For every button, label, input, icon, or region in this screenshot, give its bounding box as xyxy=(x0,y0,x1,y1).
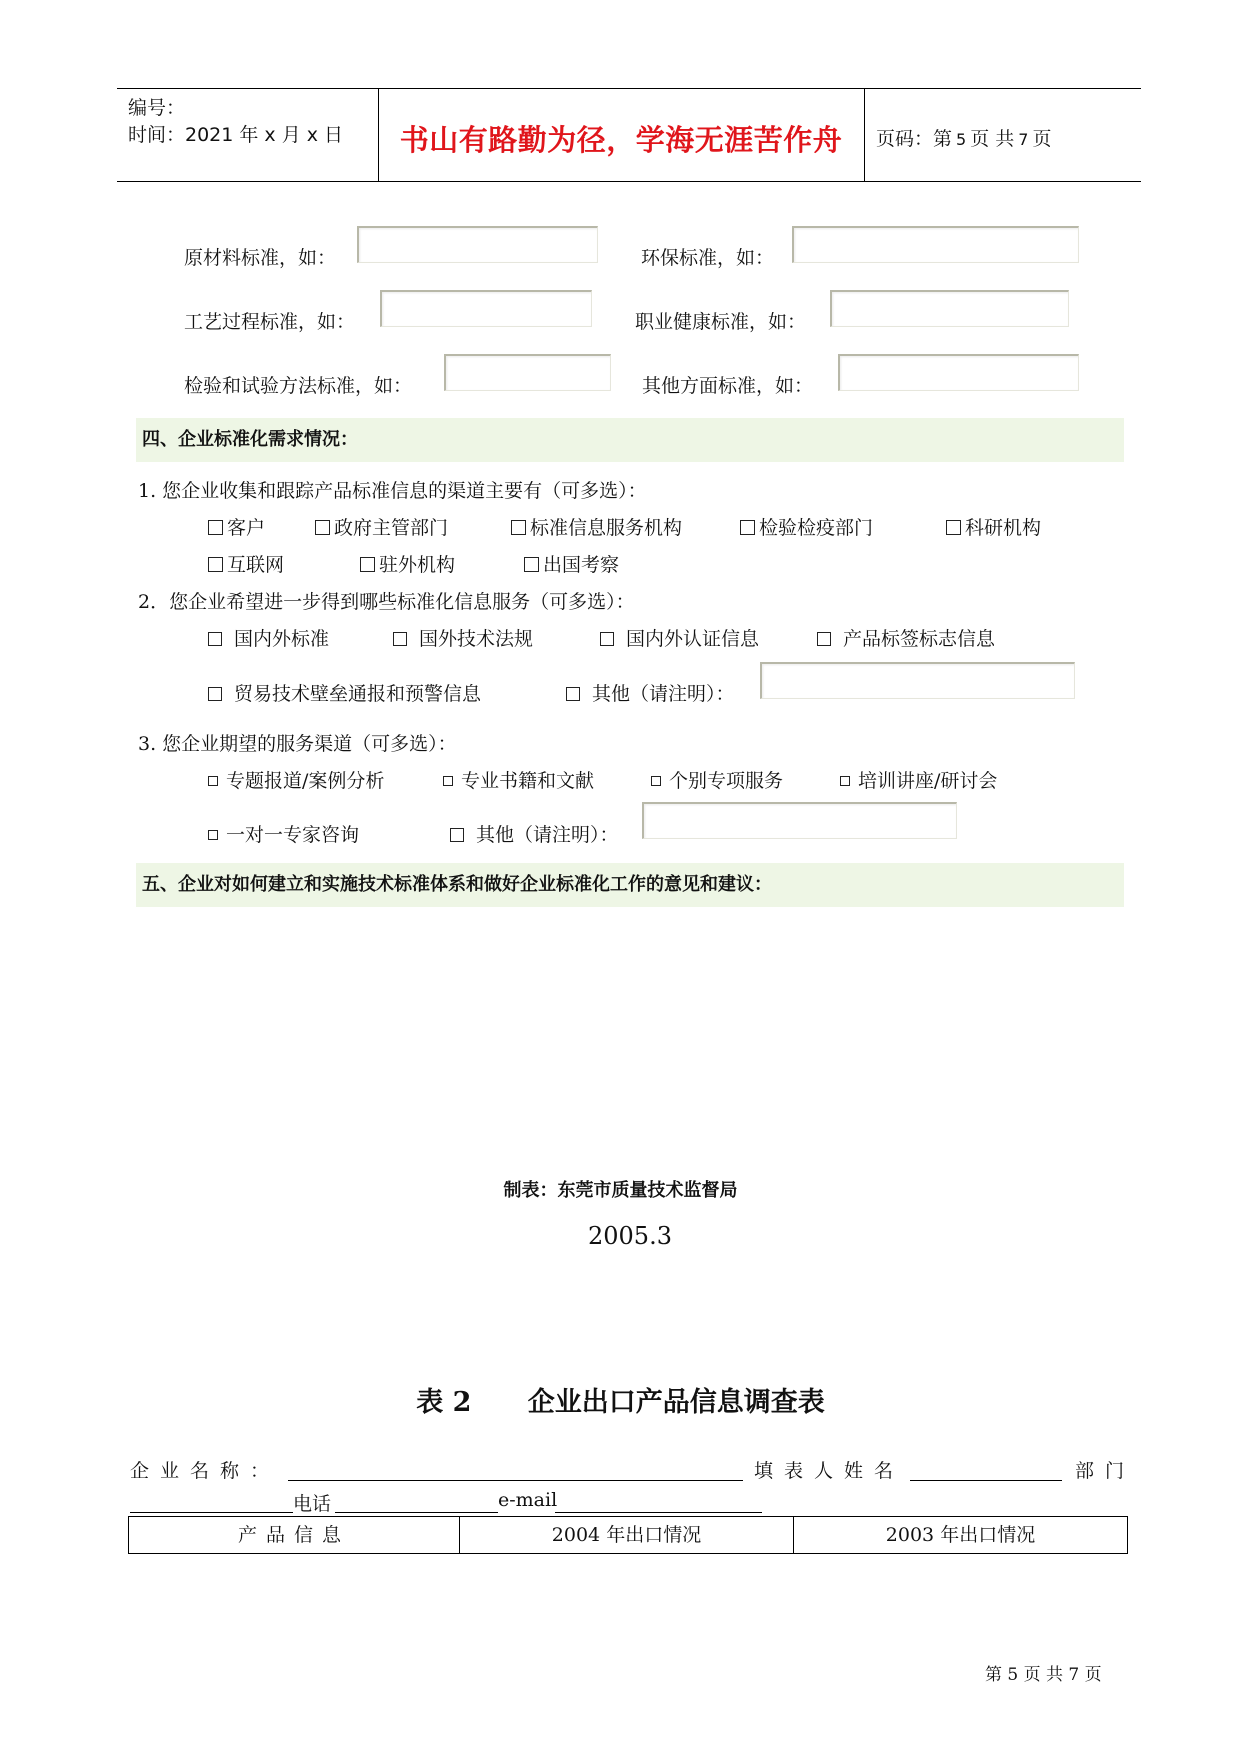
checkbox-icon[interactable] xyxy=(208,632,222,646)
q1-option-overseas-visit[interactable]: 出国考察 xyxy=(524,550,619,577)
department-label: 部门 xyxy=(1075,1460,1136,1482)
checkbox-icon[interactable] xyxy=(393,632,407,646)
company-name-line[interactable] xyxy=(288,1480,743,1481)
checkbox-icon[interactable] xyxy=(566,687,580,701)
raw-material-field[interactable] xyxy=(357,226,598,263)
export-info-table-header xyxy=(128,1516,1128,1554)
q1-option-government[interactable]: 政府主管部门 xyxy=(315,513,448,540)
q2-option-tbt-alerts[interactable]: 贸易技术壁垒通报和预警信息 xyxy=(208,679,481,706)
column-2003-export: 2003 年出口情况 xyxy=(885,1524,1036,1546)
column-product-info: 产品信息 xyxy=(129,1517,460,1553)
q3-option-other[interactable]: 其他（请注明）： xyxy=(450,820,619,847)
checkbox-icon[interactable] xyxy=(817,632,831,646)
process-label: 工艺过程标准，如： xyxy=(184,311,356,333)
process-field[interactable] xyxy=(380,290,592,327)
date-label: 时间：2021 年 x 月 x 日 xyxy=(128,124,344,146)
checkbox-icon[interactable] xyxy=(208,830,218,840)
form-maker: 制表：东莞市质量技术监督局 xyxy=(503,1180,738,1201)
q3-option-books[interactable]: 专业书籍和文献 xyxy=(443,766,594,793)
code-label: 编号： xyxy=(128,97,186,119)
checkbox-icon[interactable] xyxy=(443,776,453,786)
email-line[interactable] xyxy=(555,1512,762,1513)
header-motto: 书山有路勤为径，学海无涯苦作舟 xyxy=(399,123,843,157)
checkbox-icon[interactable] xyxy=(840,776,850,786)
column-2004-export: 2004 年出口情况 xyxy=(460,1517,794,1553)
checkbox-icon[interactable] xyxy=(360,557,375,572)
company-name-label: 企业名称： xyxy=(130,1460,281,1482)
q3-other-field[interactable] xyxy=(642,802,957,839)
q1-option-overseas[interactable]: 驻外机构 xyxy=(360,550,455,577)
department-line[interactable] xyxy=(130,1512,293,1513)
header-bottom-rule xyxy=(117,181,1141,182)
phone-label: 电话 xyxy=(293,1493,332,1515)
inspection-field[interactable] xyxy=(444,354,611,391)
q3-option-expert-consulting[interactable]: 一对一专家咨询 xyxy=(208,820,359,847)
checkbox-icon[interactable] xyxy=(524,557,539,572)
q3-option-training[interactable]: 培训讲座/研讨会 xyxy=(840,766,997,793)
checkbox-icon[interactable] xyxy=(208,687,222,701)
q2-option-other[interactable]: 其他（请注明）： xyxy=(566,679,735,706)
filler-name-label: 填表人姓名 xyxy=(754,1460,905,1482)
occupational-health-field[interactable] xyxy=(830,290,1069,327)
form-year: 2005.3 xyxy=(588,1222,672,1250)
filler-name-line[interactable] xyxy=(910,1480,1062,1481)
header-top-rule xyxy=(117,88,1141,89)
header-divider-right xyxy=(864,88,865,182)
other-standard-label: 其他方面标准，如： xyxy=(642,375,814,397)
occupational-health-label: 职业健康标准，如： xyxy=(635,311,807,333)
q2-option-foreign-regulations[interactable]: 国外技术法规 xyxy=(393,624,533,651)
q3-text: 3. 您企业期望的服务渠道（可多选）： xyxy=(138,733,457,755)
checkbox-icon[interactable] xyxy=(511,520,526,535)
section-5-title: 五、企业对如何建立和实施技术标准体系和做好企业标准化工作的意见和建议： xyxy=(136,863,1124,907)
phone-line[interactable] xyxy=(335,1512,498,1513)
inspection-label: 检验和试验方法标准，如： xyxy=(184,375,413,397)
section-4-title: 四、企业标准化需求情况： xyxy=(136,418,1124,462)
checkbox-icon[interactable] xyxy=(740,520,755,535)
table-2-title: 表 2 企业出口产品信息调查表 xyxy=(416,1387,825,1418)
q2-option-domestic-foreign-standards[interactable]: 国内外标准 xyxy=(208,624,329,651)
q1-option-standards-service[interactable]: 标准信息服务机构 xyxy=(511,513,682,540)
suggestions-area[interactable] xyxy=(136,915,1124,1145)
checkbox-icon[interactable] xyxy=(208,557,223,572)
q2-option-certification[interactable]: 国内外认证信息 xyxy=(600,624,759,651)
checkbox-icon[interactable] xyxy=(946,520,961,535)
email-label: e-mail xyxy=(498,1489,558,1511)
checkbox-icon[interactable] xyxy=(315,520,330,535)
checkbox-icon[interactable] xyxy=(651,776,661,786)
environmental-field[interactable] xyxy=(792,226,1079,263)
header-page-info: 页码：第 5 页 共 7 页 xyxy=(876,128,1052,150)
q1-option-research[interactable]: 科研机构 xyxy=(946,513,1041,540)
q3-option-special-service[interactable]: 个别专项服务 xyxy=(651,766,783,793)
q3-option-topic-reports[interactable]: 专题报道/案例分析 xyxy=(208,766,384,793)
q2-other-field[interactable] xyxy=(760,662,1075,699)
q2-option-labeling[interactable]: 产品标签标志信息 xyxy=(817,624,995,651)
raw-material-label: 原材料标准，如： xyxy=(184,247,337,269)
q2-text: 2．您企业希望进一步得到哪些标准化信息服务（可多选）： xyxy=(138,591,635,613)
environmental-label: 环保标准，如： xyxy=(641,247,775,269)
checkbox-icon[interactable] xyxy=(208,520,223,535)
q1-option-customer[interactable]: 客户 xyxy=(208,513,265,540)
checkbox-icon[interactable] xyxy=(450,828,464,842)
q1-option-inspection-quarantine[interactable]: 检验检疫部门 xyxy=(740,513,873,540)
checkbox-icon[interactable] xyxy=(208,776,218,786)
q1-option-internet[interactable]: 互联网 xyxy=(208,550,284,577)
checkbox-icon[interactable] xyxy=(600,632,614,646)
page-footer: 第 5 页 共 7 页 xyxy=(985,1665,1102,1685)
other-standard-field[interactable] xyxy=(838,354,1079,391)
q1-text: 1. 您企业收集和跟踪产品标准信息的渠道主要有（可多选）： xyxy=(138,480,647,502)
